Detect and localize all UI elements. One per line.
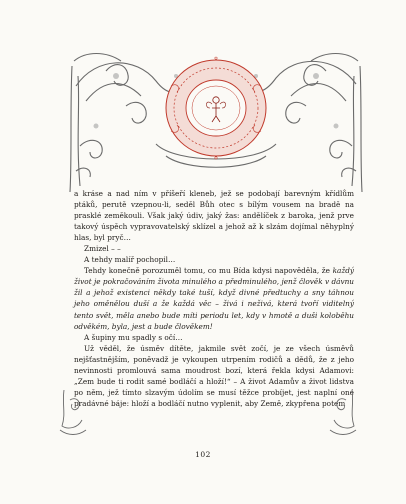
- acanthus-scroll-icon: [66, 46, 366, 196]
- paragraph-2: Zmizel – –: [84, 244, 121, 254]
- left-corner-ornament-icon: [58, 390, 94, 436]
- paragraph-4: [74, 265, 354, 331]
- right-corner-ornament-icon: [322, 390, 358, 436]
- paragraph-3: A tehdy malíř pochopil…: [84, 255, 176, 265]
- paragraph-5: A šupiny mu spadly s očí…: [84, 332, 183, 342]
- paragraph-6: Už věděl, že úsměv dítěte, jakmile svět zočí, je ze všech úsměvů nejšťastnějším, poněvadž je vykoupen utrpením rodičů a dědů, že z jeho nevinnosti promlouvá sama moudrost bozí, která řekla kdysi Adamovi: „Zem bude ti rodit samé bodláčí a hloží!“ – A život Adamův a život lidstva po něm, jež tímto slzavým údolím se musí těžce probíjet, jest naplní oné pradávné báje: hloží a bodláčí nutno vyplenit, aby Země, zkypřena potem: [74, 343, 354, 408]
- paragraph-1: a kráse a nad ním v příšeří kleneb, jež se podobají barevným křídlům ptáků, perutě vzepnou-li, seděl Bůh otec s bílým vousem na bradě na prasklé zeměkouli. Však jaký údiv, jaký žas: andělíček z baroka, jenž prve takový úspěch vypravovatelský sklízel a jehož až k slzám dojímal něhyplný hlas, byl pryč…: [74, 189, 354, 243]
- paragraph-4-lead: Tehdy konečně porozuměl tomu, co mu Bída kdysi napověděla, že: [84, 266, 333, 276]
- page-number: 102: [195, 450, 211, 459]
- baroque-header-ornament: [66, 46, 366, 196]
- body-text: [74, 188, 354, 409]
- medallion-icon: [166, 57, 266, 159]
- paragraph-4-italic: každý život je pokračováním života minulého a předminulého, jenž člověk v dávnu žil a jehož existenci někdy také tuší, když divné předtuchy a sny táhnou jeho oměnělou duší a že každá věc – živá i neživá, která tvoří viditelný tento svět, měla anebo bude míti periodu let, kdy v hmotě a duši koloběhu odvěkém, byla, jest a bude člověkem!: [74, 266, 354, 331]
